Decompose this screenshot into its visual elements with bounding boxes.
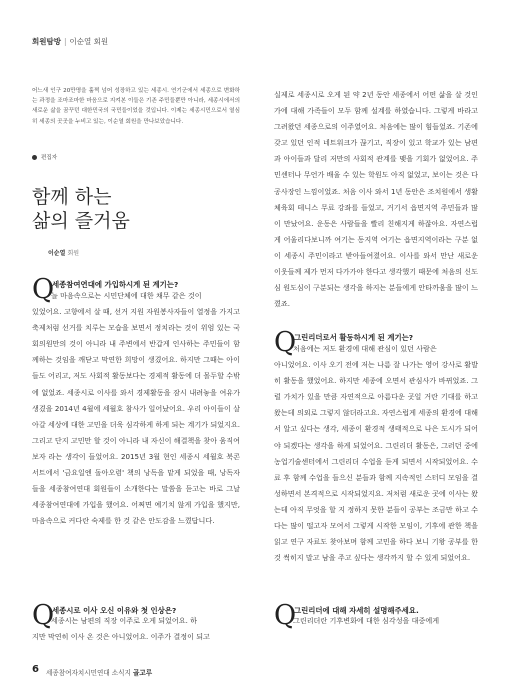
editor-label: 편집자 (41, 155, 58, 161)
byline-name: 이순열 (48, 250, 66, 257)
answer-paragraph (32, 613, 240, 645)
question-heading: 그린리더로서 활동하시게 된 계기는? (294, 333, 414, 342)
continued-answer: 실제로 세종시로 오게 된 약 2년 동안 세종에서 어떤 삶을 살 것인가에 대해 가족들이 모두 함께 설계를 하였습니다. 그렇게 바라고 그려왔던 세종으로의 이주였어요. 처음에는 많이 힘들었죠. 기존에 갖고 있던 인적 네트워크가 끊기고, 직장이 있고 학교가 있는 남편과 아이들과 달리 저만의 사회적 관계를 맺을 기회가 없었어요. 주민센터나 무언가 배울 수 있는 학원도 아직 없었고, 보이는 것은 다 공사장인 느낌이었죠. 처음 이사 와서 1년 동안은 조치원에서 생활체육회 테니스 무료 강좌를 들었고, 거기서 읍면지역 주민들과 많이 만났어요. 운동은 사람들을 빨리 친해지게 하잖아요. 자연스럽게 어울리다보니까 여기는 동지역 여기는 읍면지역이라는 구분 없이 세종시 주민이라고 받아들여졌어요. 이사를 와서 만난 새로운 이웃들께 제가 먼저 다가가야 한다고 생각했기 때문에 처음의 신도심 원도심이 구분되는 생각을 하지는 분들에게 안타까움을 많이 느꼈죠. (274, 90, 478, 309)
answer-paragraph (32, 288, 240, 529)
bullet-icon (32, 155, 37, 160)
question-mark-icon: Q (274, 327, 297, 358)
footer-name: 골고루 (133, 669, 153, 677)
header-separator: | (63, 37, 67, 46)
byline-role: 회원 (67, 250, 80, 257)
byline (48, 248, 79, 257)
answer-body: 지만 막연히 이사 온 것은 아니었어요. 이주가 결정이 되고 (32, 632, 210, 642)
answer-first-line: 처음에는 저도 환경에 대해 관심이 있던 사람은 (293, 344, 437, 353)
question-mark-icon: Q (32, 600, 55, 631)
answer-paragraph (274, 341, 478, 566)
question-heading: 세종시로 이사 오신 이유와 첫 인상은? (52, 606, 177, 615)
footer-publication (46, 667, 152, 677)
answer-first-line: 늘 마음속으로는 시민단체에 대한 채무 같은 것이 (51, 291, 202, 300)
answer-paragraph (274, 613, 478, 629)
title-line-1: 함께 하는 (32, 186, 112, 208)
article-title (32, 185, 130, 233)
section-header (32, 36, 108, 47)
header-subject: 이순열 회원 (69, 37, 109, 46)
answer-body: 있었어요. 고향에서 살 때, 선거 지원 자원봉사자들이 열정을 가지고 축제처럼 선거를 치루는 모습을 보면서 정치라는 것이 위엄 있는 국회의원만의 것이 아니라 내 주변에서 반갑게 인사하는 주민들이 함께하는 것임을 깨닫고 막연한 희망이 생겼어요. 하지만 그때는 아이들도 어리고, 저도 사회적 활동보다는 경제적 활동에 더 몰두할 수밖에 없었죠. 세종시로 이사를 와서 경제활동을 잠시 내려놓을 여유가 생겼을 2014년 4월에 세월호 참사가 일어났어요. 우리 아이들이 살아갈 세상에 대한 고민을 더욱 심각하게 하게 되는 계기가 되었지요. 그리고 단지 고민만 할 것이 아니라 내 자신이 해결책을 찾아 움직여보자 라는 생각이 들었어요. 2015년 3월 현인 세종시 세월호 북콘서트에서 '금요일엔 돌아오렴' 책의 낭독을 맡게 되었을 때, 낭독자들을 세종참여연대 회원들이 소개한다는 말씀을 듣고는 바로 그날 세종참여연대에 가입을 했어요. 어쩌면 예기치 않게 가입을 했지만, 마음속으로 커다란 숙제를 한 것 같은 안도감을 느꼈답니다. (32, 307, 240, 526)
question-mark-icon: Q (274, 600, 297, 631)
answer-first-line: 그린리더란 기후변화에 대한 심각성을 대중에게 (293, 616, 440, 625)
editor-credit (32, 153, 57, 161)
question-heading: 그린리더에 대해 자세히 설명해주세요. (294, 606, 419, 615)
page-number: 6 (32, 664, 39, 675)
footer-org: 세종참여자치시민연대 소식지 (46, 669, 131, 677)
intro-paragraph: 어느새 인구 20만명을 훌쩍 넘어 성장하고 있는 세종시. 연기군에서 세종으로 변화하는 과정을 조마조마한 마음으로 지켜본 이들은 기존 주민들뿐만 아니라, 세종시에서의 새로운 삶을 꿈꾸던 대한민국의 국민들이었을 것입니다. 이제는 세종시민으로서 열심히 세종의 곳곳을 누비고 있는, 이순열 회원을 만나보았습니다. (32, 88, 240, 125)
section-label: 회원탐방 (32, 37, 61, 46)
answer-first-line: 세종시는 남편의 직장 이주로 오게 되었어요. 하 (51, 616, 197, 625)
title-line-2: 삶의 즐거움 (32, 210, 130, 232)
question-mark-icon: Q (32, 274, 55, 305)
question-heading: 세종참여연대에 가입하시게 된 계기는? (52, 280, 179, 289)
answer-body: 아니었어요. 이사 오기 전에 저는 나름 잘 나가는 영어 강사로 활발히 활동을 했었어요. 하지만 세종에 오면서 관심사가 바뀌었죠. 그럴 가치가 있을 만큼 자연적으로 아름다운 곳일 거란 기대를 하고 왔는데 의외로 그렇지 않더라고요. 자연스럽게 세종의 환경에 대해서 알고 싶다는 생각, 세종이 환경적 생태적으로 나은 도시가 되어야 되겠다는 생각을 하게 되었어요. 그린리더 활동은, 그러던 중에 농업기술센터에서 그린리더 수업을 듣게 되면서 시작되었어요. 수료 후 함께 수업을 들으신 분들과 함께 지속적인 스터디 모임을 결성하면서 본격적으로 시작되었지요. 저처럼 새로운 곳에 이사는 왔는데 아직 무엇을 할 지 정하지 못한 분들이 공부는 조금만 하고 수다는 많이 떨고자 모여서 그렇게 시작한 모임이, 기후에 관한 책을 읽고 연구 자료도 찾아보며 함께 고민을 하다 보니 기왕 공부를 한 것 썩히지 말고 남을 주고 싶다는 생각까지 할 수 있게 되었어요. (274, 360, 478, 563)
